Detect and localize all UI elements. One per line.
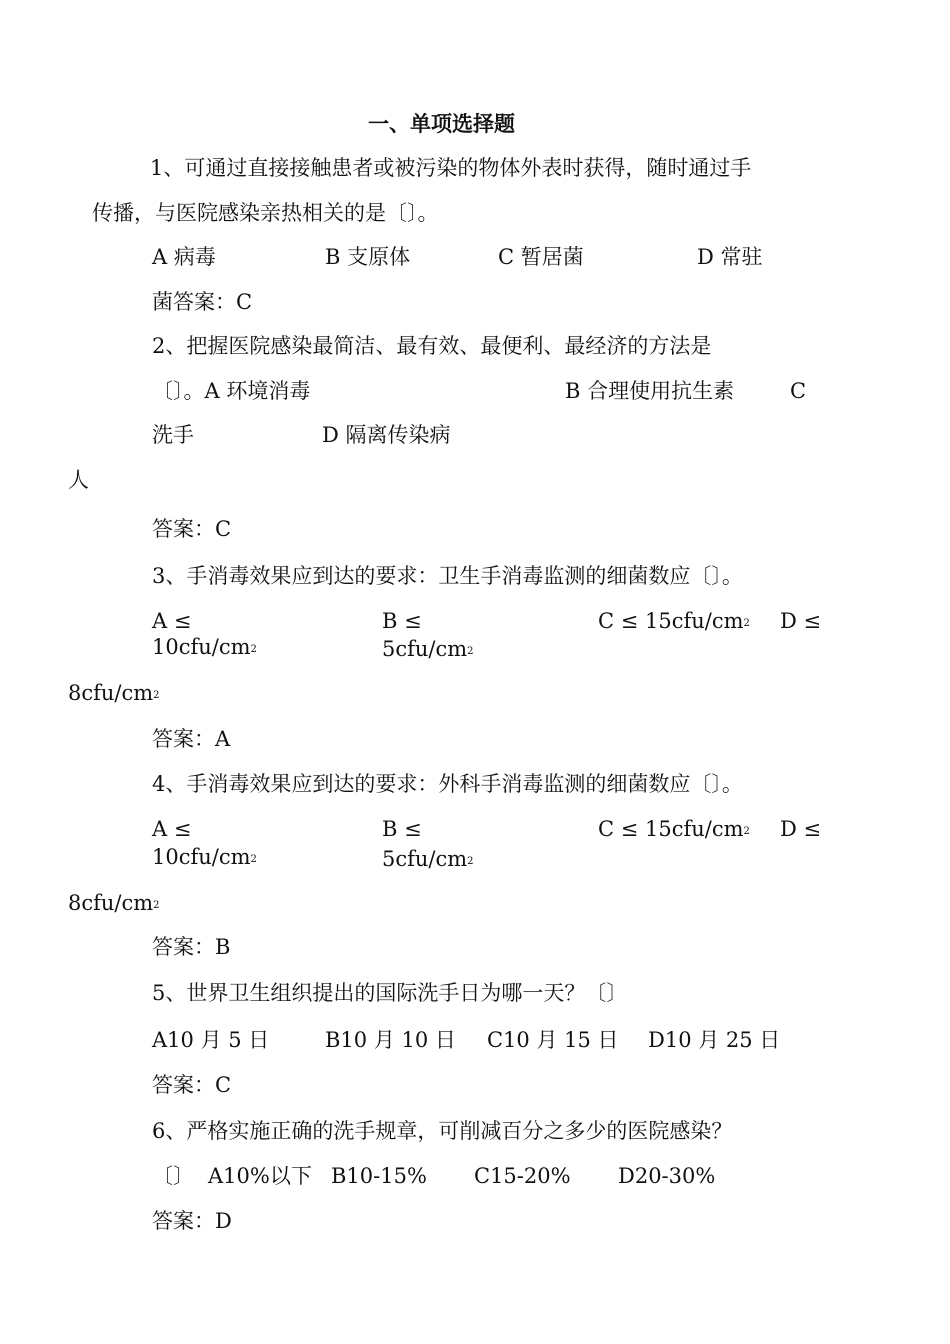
q5-option-d: D10 月 25 日 (648, 1028, 781, 1052)
q4-option-d-label: D ≤ (780, 817, 822, 841)
q5-option-c: C10 月 15 日 (487, 1028, 619, 1052)
q6-blank: 〔〕 (152, 1164, 194, 1188)
q2-option-c-text: 洗手 (152, 423, 194, 447)
q2-stem-line1: 2、把握医院感染最简洁、最有效、最便利、最经济的方法是 (152, 334, 712, 358)
q6-option-c: C15-20% (474, 1164, 571, 1188)
q2-option-a: 〔〕。A 环境消毒 (152, 379, 311, 403)
q4-answer: 答案：B (152, 935, 231, 959)
q3-option-b-label: B ≤ (382, 609, 422, 633)
q1-stem-line1: 1、可通过直接接触患者或被污染的物体外表时获得，随时通过手 (150, 156, 752, 180)
q2-option-c-label: C (790, 379, 807, 403)
q1-stem-line2: 传播，与医院感染亲热相关的是〔〕。 (92, 201, 439, 225)
q4-option-b-value: $5cfu/cm_2$ (382, 847, 474, 871)
q5-option-a: A10 月 5 日 (152, 1028, 270, 1052)
q6-stem: 6、严格实施正确的洗手规章，可削减百分之多少的医院感染？ (152, 1119, 733, 1143)
q5-answer: 答案：C (152, 1073, 232, 1097)
q6-option-d: D20-30% (618, 1164, 716, 1188)
q2-option-d: D 隔离传染病 (322, 423, 451, 447)
q4-option-c: $C \le 15cfu/cm_2$ (598, 817, 750, 841)
q2-option-d-cont: 人 (68, 468, 89, 492)
q4-stem: 4、手消毒效果应到达的要求：外科手消毒监测的细菌数应〔〕。 (152, 772, 743, 796)
q5-stem: 5、世界卫生组织提出的国际洗手日为哪一天？〔〕 (152, 981, 628, 1005)
q4-option-a-label: A ≤ (152, 817, 192, 841)
q3-stem: 3、手消毒效果应到达的要求：卫生手消毒监测的细菌数应〔〕。 (152, 564, 743, 588)
q4-option-b-label: B ≤ (382, 817, 422, 841)
q3-option-a-value: $10cfu/cm_2$ (152, 635, 257, 659)
q6-option-b: B10-15% (331, 1164, 427, 1188)
q6-option-a: A10%以下 (208, 1164, 312, 1188)
q2-option-b: B 合理使用抗生素 (565, 379, 735, 403)
q1-answer: 菌答案：C (152, 290, 253, 314)
q1-option-a: A 病毒 (152, 245, 216, 269)
q2-answer: 答案：C (152, 517, 232, 541)
q3-option-c: $C \le 15cfu/cm_2$ (598, 609, 750, 633)
q3-option-b-value: $5cfu/cm_2$ (382, 637, 474, 661)
q4-option-d-value: $8cfu/cm_2$ (68, 891, 160, 915)
section-title: 一、单项选择题 (368, 111, 515, 136)
q1-option-d: D 常驻 (697, 245, 763, 269)
q3-answer: 答案：A (152, 727, 231, 751)
q1-option-c: C 暂居菌 (498, 245, 584, 269)
q4-option-a-value: $10cfu/cm_2$ (152, 845, 257, 869)
q6-answer: 答案：D (152, 1209, 232, 1233)
q3-option-d-value: $8cfu/cm_2$ (68, 681, 160, 705)
q3-option-d-label: D ≤ (780, 609, 822, 633)
q5-option-b: B10 月 10 日 (325, 1028, 456, 1052)
q1-option-b: B 支原体 (325, 245, 411, 269)
q3-option-a-label: A ≤ (152, 609, 192, 633)
